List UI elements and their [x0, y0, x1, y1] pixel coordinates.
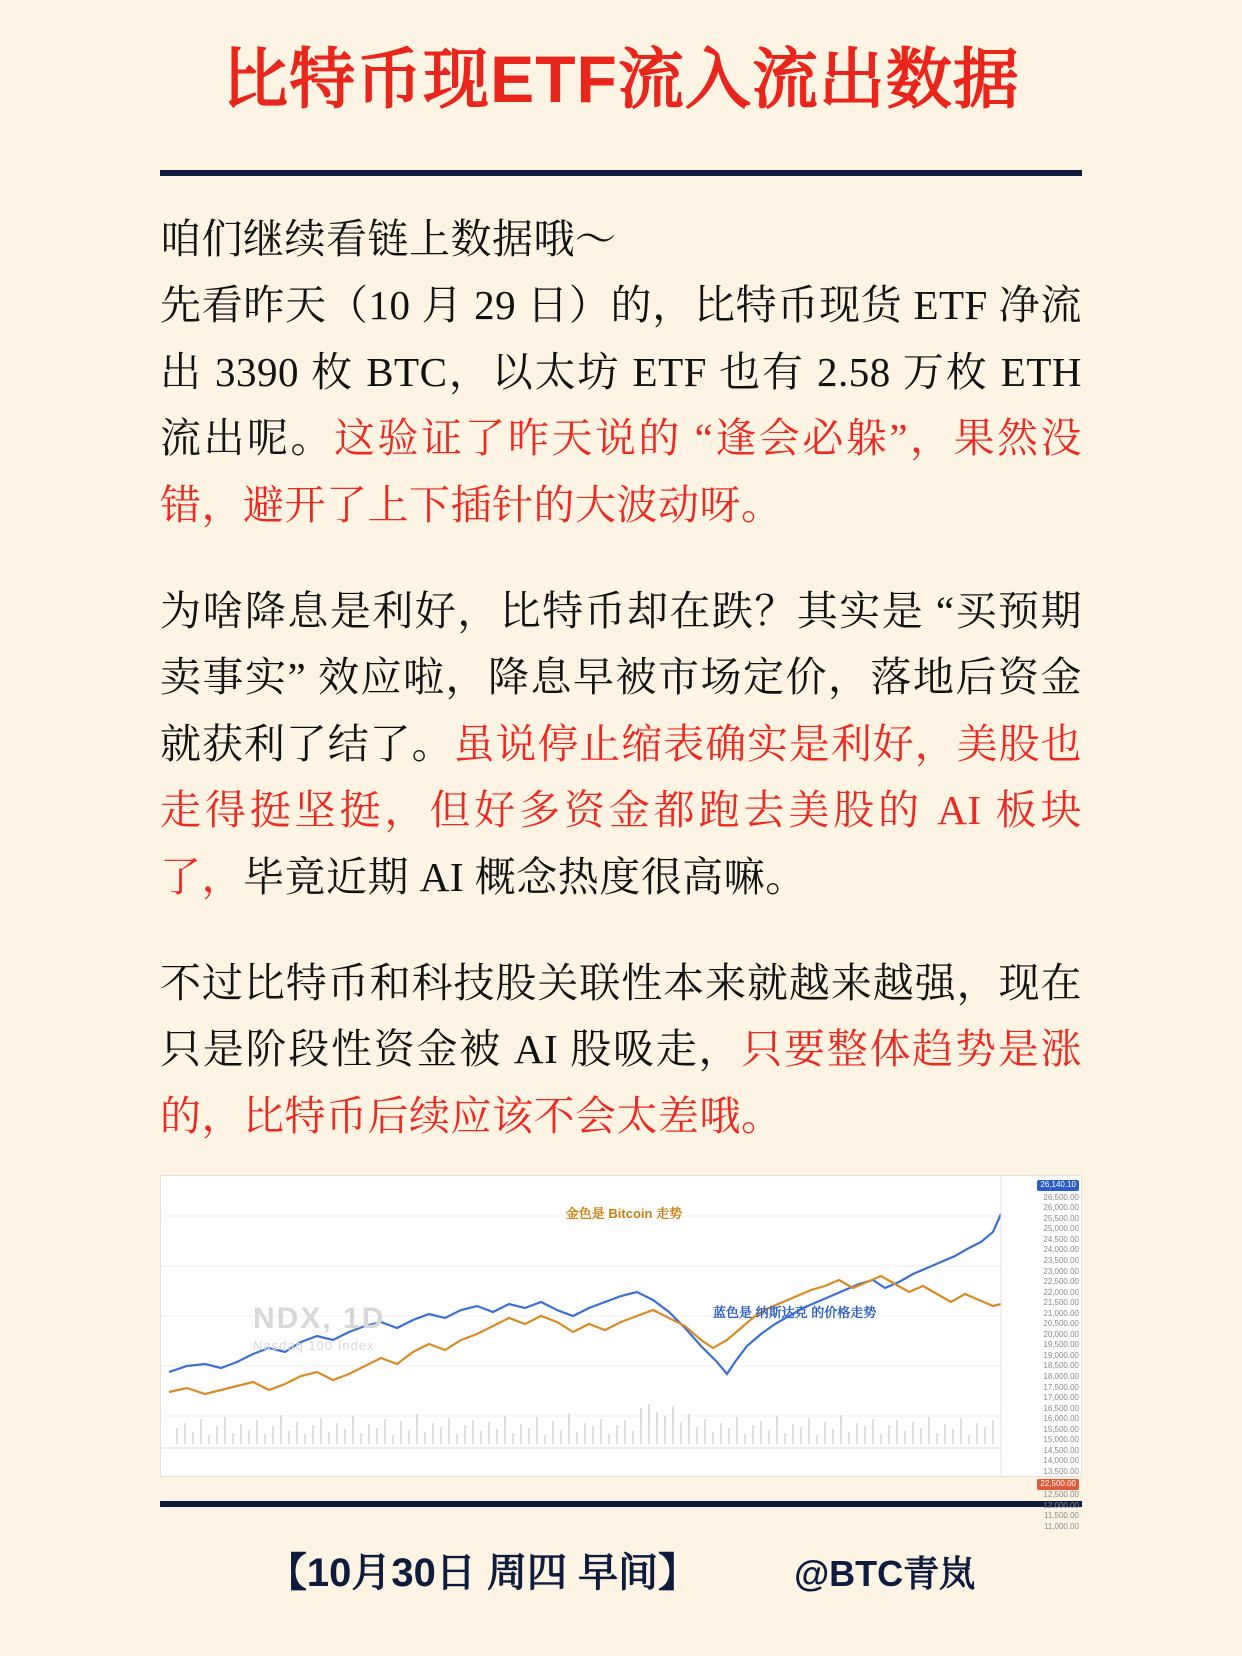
chart-watermark-main: NDX, 1D	[253, 1302, 386, 1336]
chart-price-tick: 15,000.00	[1043, 1435, 1079, 1445]
divider-bottom	[160, 1501, 1082, 1507]
paragraph-1-run-1: 咱们继续看链上数据哦～	[160, 215, 617, 262]
chart-watermark	[253, 1302, 385, 1353]
chart-price-tick: 25,500.00	[1043, 1213, 1079, 1223]
paragraph-2-run-2-highlight: 虽说停止缩表确实是利好，美股也走得挺坚挺，但好多资金都跑去美股的 AI 板块了，	[160, 720, 1082, 900]
paragraph-1-run-3-highlight: 这验证了昨天说的 “逢会必躲”，果然没错，避开了上下插针的大波动呀。	[160, 415, 1083, 528]
paragraph-1	[160, 206, 1082, 538]
chart-price-tick: 24,500.00	[1043, 1234, 1079, 1244]
chart-price-tick: 26,000.00	[1043, 1203, 1079, 1213]
chart-watermark-sub: Nasdaq 100 Index	[253, 1338, 375, 1354]
chart-price-tick: 23,500.00	[1043, 1256, 1079, 1265]
chart-price-tick: 18,500.00	[1043, 1361, 1079, 1371]
footer-bar	[160, 1541, 1082, 1598]
chart-legend-bitcoin: 金色是 Bitcoin 走势	[565, 1206, 683, 1222]
chart-price-tick: 11,500.00	[1044, 1511, 1079, 1521]
chart-price-tag-top: 26,140.10	[1037, 1180, 1079, 1191]
chart-price-tick: 12,500.00	[1043, 1490, 1079, 1500]
chart-price-tag-bottom: 22,500.00	[1037, 1479, 1079, 1490]
chart-price-tick: 20,500.00	[1043, 1319, 1079, 1329]
chart-price-tick: 21,000.00	[1043, 1308, 1079, 1318]
chart-price-tick: 20,000.00	[1043, 1329, 1079, 1339]
chart-price-tick: 11,000.00	[1044, 1521, 1079, 1531]
price-chart-image	[160, 1175, 1082, 1531]
chart-price-tick: 15,500.00	[1043, 1424, 1079, 1434]
chart-price-tick: 22,000.00	[1043, 1287, 1079, 1297]
chart-price-tick: 16,000.00	[1043, 1414, 1079, 1424]
chart-price-tick: 21,500.00	[1043, 1298, 1079, 1308]
chart-price-tick: 18,000.00	[1043, 1372, 1079, 1382]
chart-price-tick: 26,500.00	[1043, 1192, 1079, 1202]
chart-price-tick: 23,000.00	[1043, 1266, 1079, 1276]
article-body	[160, 206, 1082, 1149]
chart-price-tick: 24,000.00	[1043, 1245, 1079, 1255]
chart-price-tick: 16,500.00	[1043, 1403, 1079, 1413]
paragraph-3-run-1: 不过比特币和科技股关联性本来就越来越强，现在只是阶段性资金被 AI 股吸走，	[160, 959, 1082, 1073]
chart-legend-nasdaq: 蓝色是 纳斯达克 的价格走势	[713, 1305, 877, 1321]
paragraph-1-run-2: 先看昨天（10 月 29 日）的，比特币现货 ETF 净流出 3390 枚 BTC，以太坊 ETF 也有 2.58 万枚 ETH 流出呢。	[160, 282, 1082, 462]
chart-price-tick: 25,000.00	[1043, 1224, 1079, 1234]
paragraph-3	[160, 950, 1082, 1149]
chart-price-tick: 22,500.00	[1043, 1277, 1079, 1287]
paragraph-3-run-2-highlight: 只要整体趋势是涨的，比特币后续应该不会太差哦。	[160, 1026, 1083, 1139]
paragraph-2-run-3: 毕竟近期 AI 概念热度很高嘛。	[243, 853, 807, 900]
chart-price-tick: 17,000.00	[1043, 1393, 1079, 1403]
chart-price-tick: 17,500.00	[1043, 1382, 1079, 1392]
page-title: 比特币现ETF流入流出数据	[222, 42, 1020, 116]
paragraph-2-run-1: 为啥降息是利好，比特币却在跌？其实是 “买预期卖事实” 效应啦，降息早被市场定价，落地后资金就获利了结了。	[160, 587, 1082, 767]
chart-price-tick: 13,500.00	[1043, 1466, 1079, 1476]
chart-price-tick: 14,000.00	[1043, 1456, 1079, 1466]
chart-price-tick: 19,500.00	[1043, 1340, 1079, 1350]
paragraph-2	[160, 578, 1082, 910]
chart-price-axis	[1009, 1180, 1079, 1532]
chart-price-tick: 12,000.00	[1043, 1500, 1079, 1510]
footer-date: 【10月30日 周四 早间】	[266, 1551, 699, 1596]
chart-price-tick: 19,000.00	[1043, 1350, 1079, 1360]
footer-handle: @BTC青岚	[794, 1553, 976, 1595]
chart-price-tick: 14,500.00	[1043, 1445, 1079, 1455]
divider-top	[160, 170, 1082, 176]
